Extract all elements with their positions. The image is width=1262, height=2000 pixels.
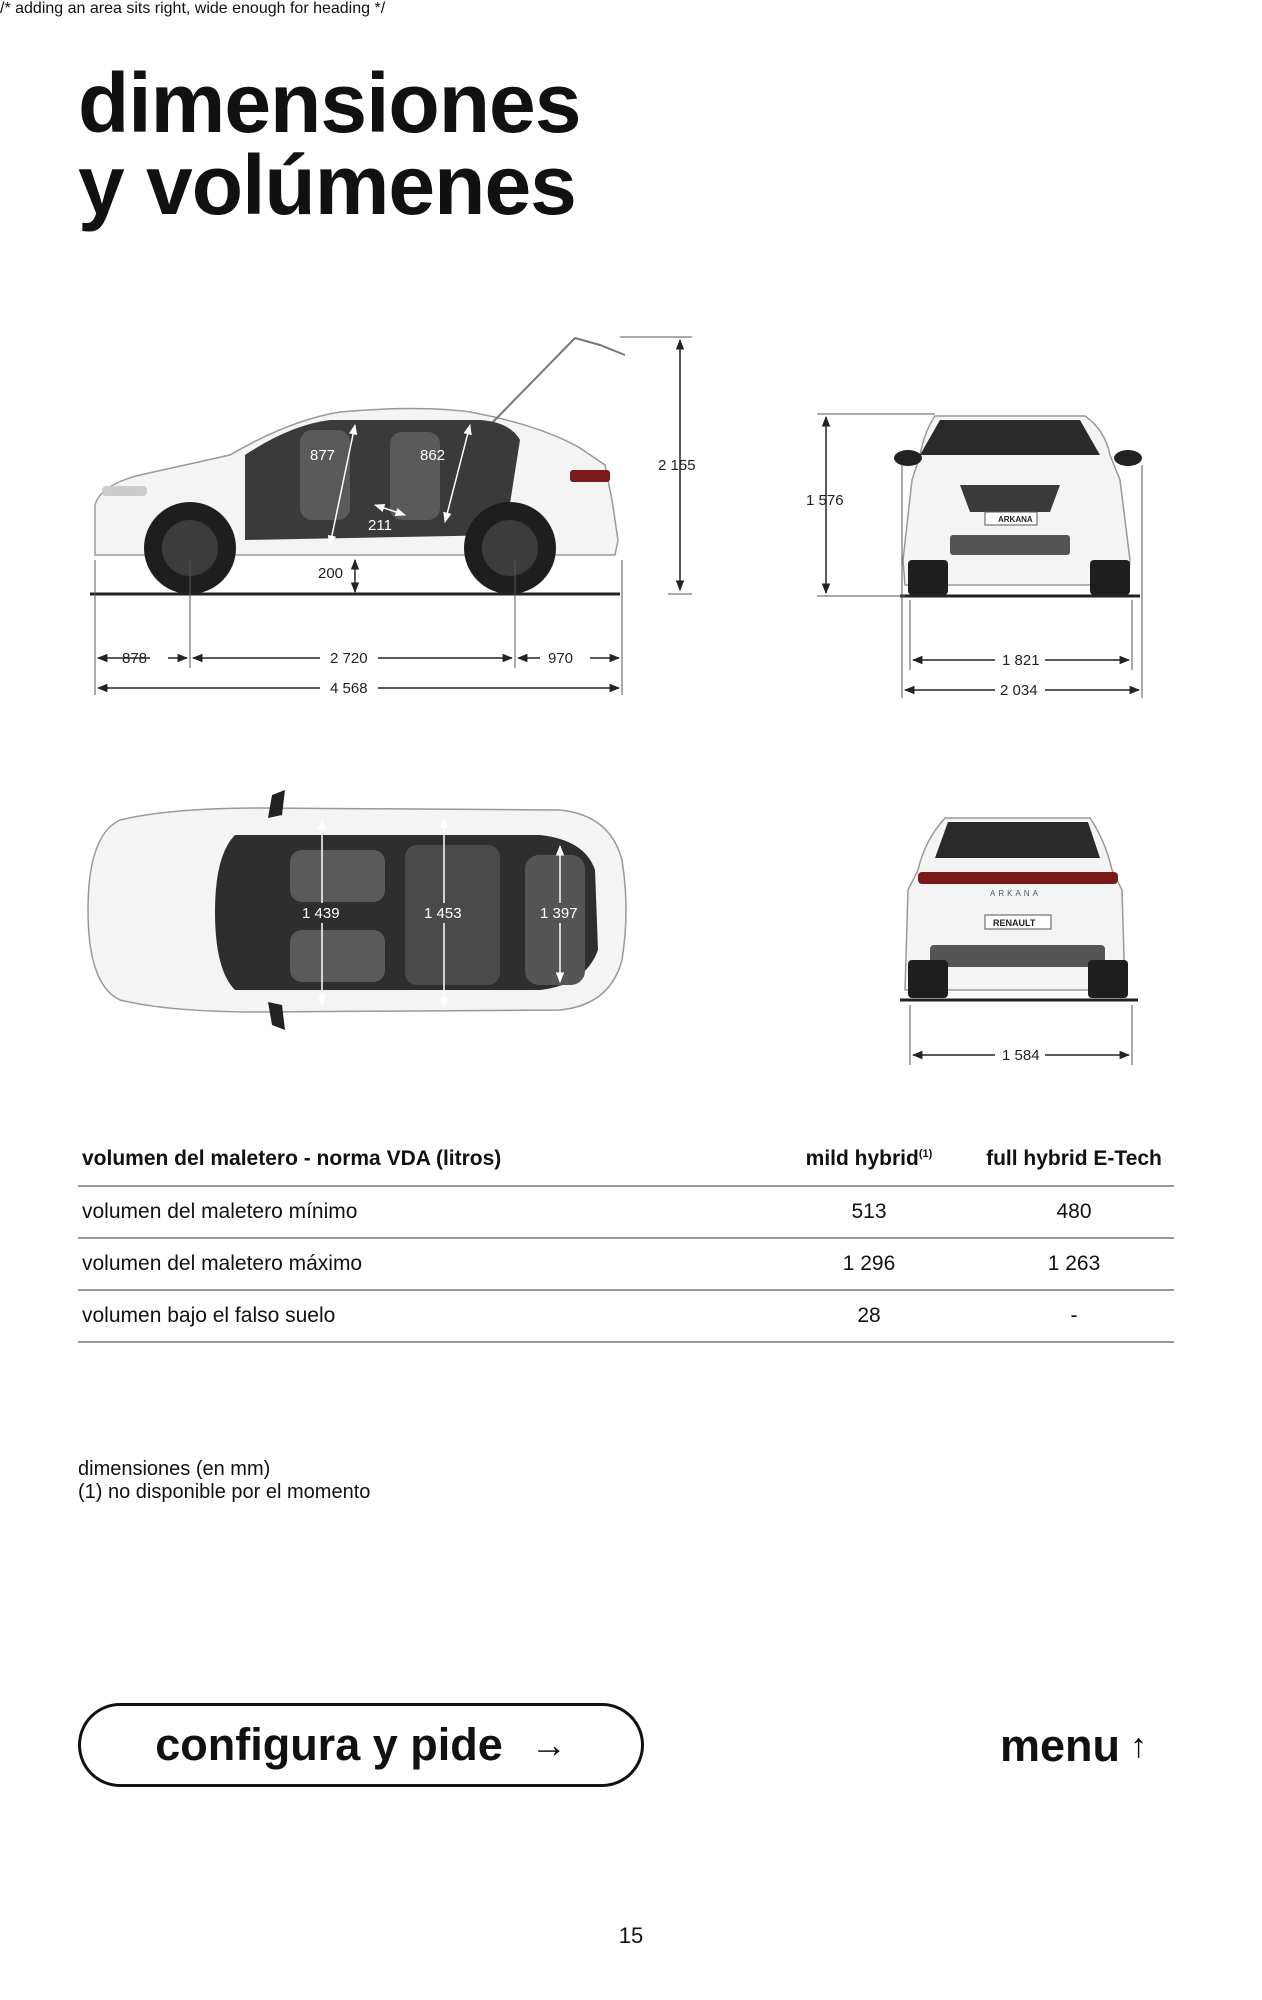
height-tailgate-label: 2 155 xyxy=(658,457,696,474)
row-full-value: 480 xyxy=(974,1186,1174,1238)
boot-volume-table xyxy=(78,1147,1174,1343)
table-header-full: full hybrid E-Tech xyxy=(974,1147,1174,1186)
row-label: volumen bajo el falso suelo xyxy=(78,1290,764,1342)
rear-kneeroom-label: 211 xyxy=(368,517,392,534)
mild-hybrid-heading: mild hybrid xyxy=(805,1147,919,1170)
cta-label: configura y pide xyxy=(155,1719,503,1770)
front-badge: ARKANA xyxy=(998,515,1033,524)
arrow-up-icon: ↑ xyxy=(1130,1726,1148,1765)
boot-width-label: 1 397 xyxy=(540,905,578,922)
table-row xyxy=(78,1290,1174,1342)
wheelbase-label: 2 720 xyxy=(330,650,368,667)
footnote-marker: (1) xyxy=(918,1148,933,1160)
front-view xyxy=(806,414,1142,699)
table-row xyxy=(78,1238,1174,1290)
row-label: volumen del maletero mínimo xyxy=(78,1186,764,1238)
rear-elbow-label: 1 453 xyxy=(424,905,462,922)
rear-headroom-label: 862 xyxy=(420,447,446,464)
front-elbow-label: 1 439 xyxy=(302,905,340,922)
note-availability: (1) no disponible por el momento xyxy=(78,1481,371,1503)
row-label: volumen del maletero máximo xyxy=(78,1238,764,1290)
front-headroom-label: 877 xyxy=(310,447,336,464)
row-mild-value: 28 xyxy=(764,1290,974,1342)
row-mild-value: 513 xyxy=(764,1186,974,1238)
table-header-label: volumen del maletero - norma VDA (litros) xyxy=(78,1147,764,1186)
top-view xyxy=(88,790,626,1030)
rear-track-label: 1 584 xyxy=(1002,1047,1040,1064)
page-title-line2: y volúmenes xyxy=(78,138,576,232)
menu-label: menu xyxy=(1000,1720,1121,1771)
rear-script: ARKANA xyxy=(990,889,1041,898)
configure-and-order-button[interactable] xyxy=(78,1703,644,1787)
note-units: dimensiones (en mm) xyxy=(78,1458,271,1480)
table-header-mild xyxy=(764,1147,974,1186)
front-overhang-label: 878 xyxy=(122,650,148,667)
footnotes xyxy=(78,1458,370,1504)
rear-view xyxy=(900,818,1138,1065)
row-mild-value: 1 296 xyxy=(764,1238,974,1290)
table-row xyxy=(78,1186,1174,1238)
side-view xyxy=(90,337,696,697)
front-height-label: 1 576 xyxy=(806,492,844,509)
width-mirrors-label: 2 034 xyxy=(1000,682,1038,699)
row-full-value: 1 263 xyxy=(974,1238,1174,1290)
rear-badge: RENAULT xyxy=(993,918,1036,928)
rear-overhang-label: 970 xyxy=(548,650,574,667)
arrow-right-icon: → xyxy=(530,1724,567,1765)
table-header-row xyxy=(78,1147,1174,1186)
front-track-label: 1 821 xyxy=(1002,652,1040,669)
row-full-value: - xyxy=(974,1290,1174,1342)
ground-clearance-label: 200 xyxy=(318,565,344,582)
page-title-line1: dimensiones xyxy=(78,56,581,150)
page-number: 15 xyxy=(618,1923,644,1948)
length-label: 4 568 xyxy=(330,680,368,697)
menu-link[interactable] xyxy=(1000,1720,1147,1772)
